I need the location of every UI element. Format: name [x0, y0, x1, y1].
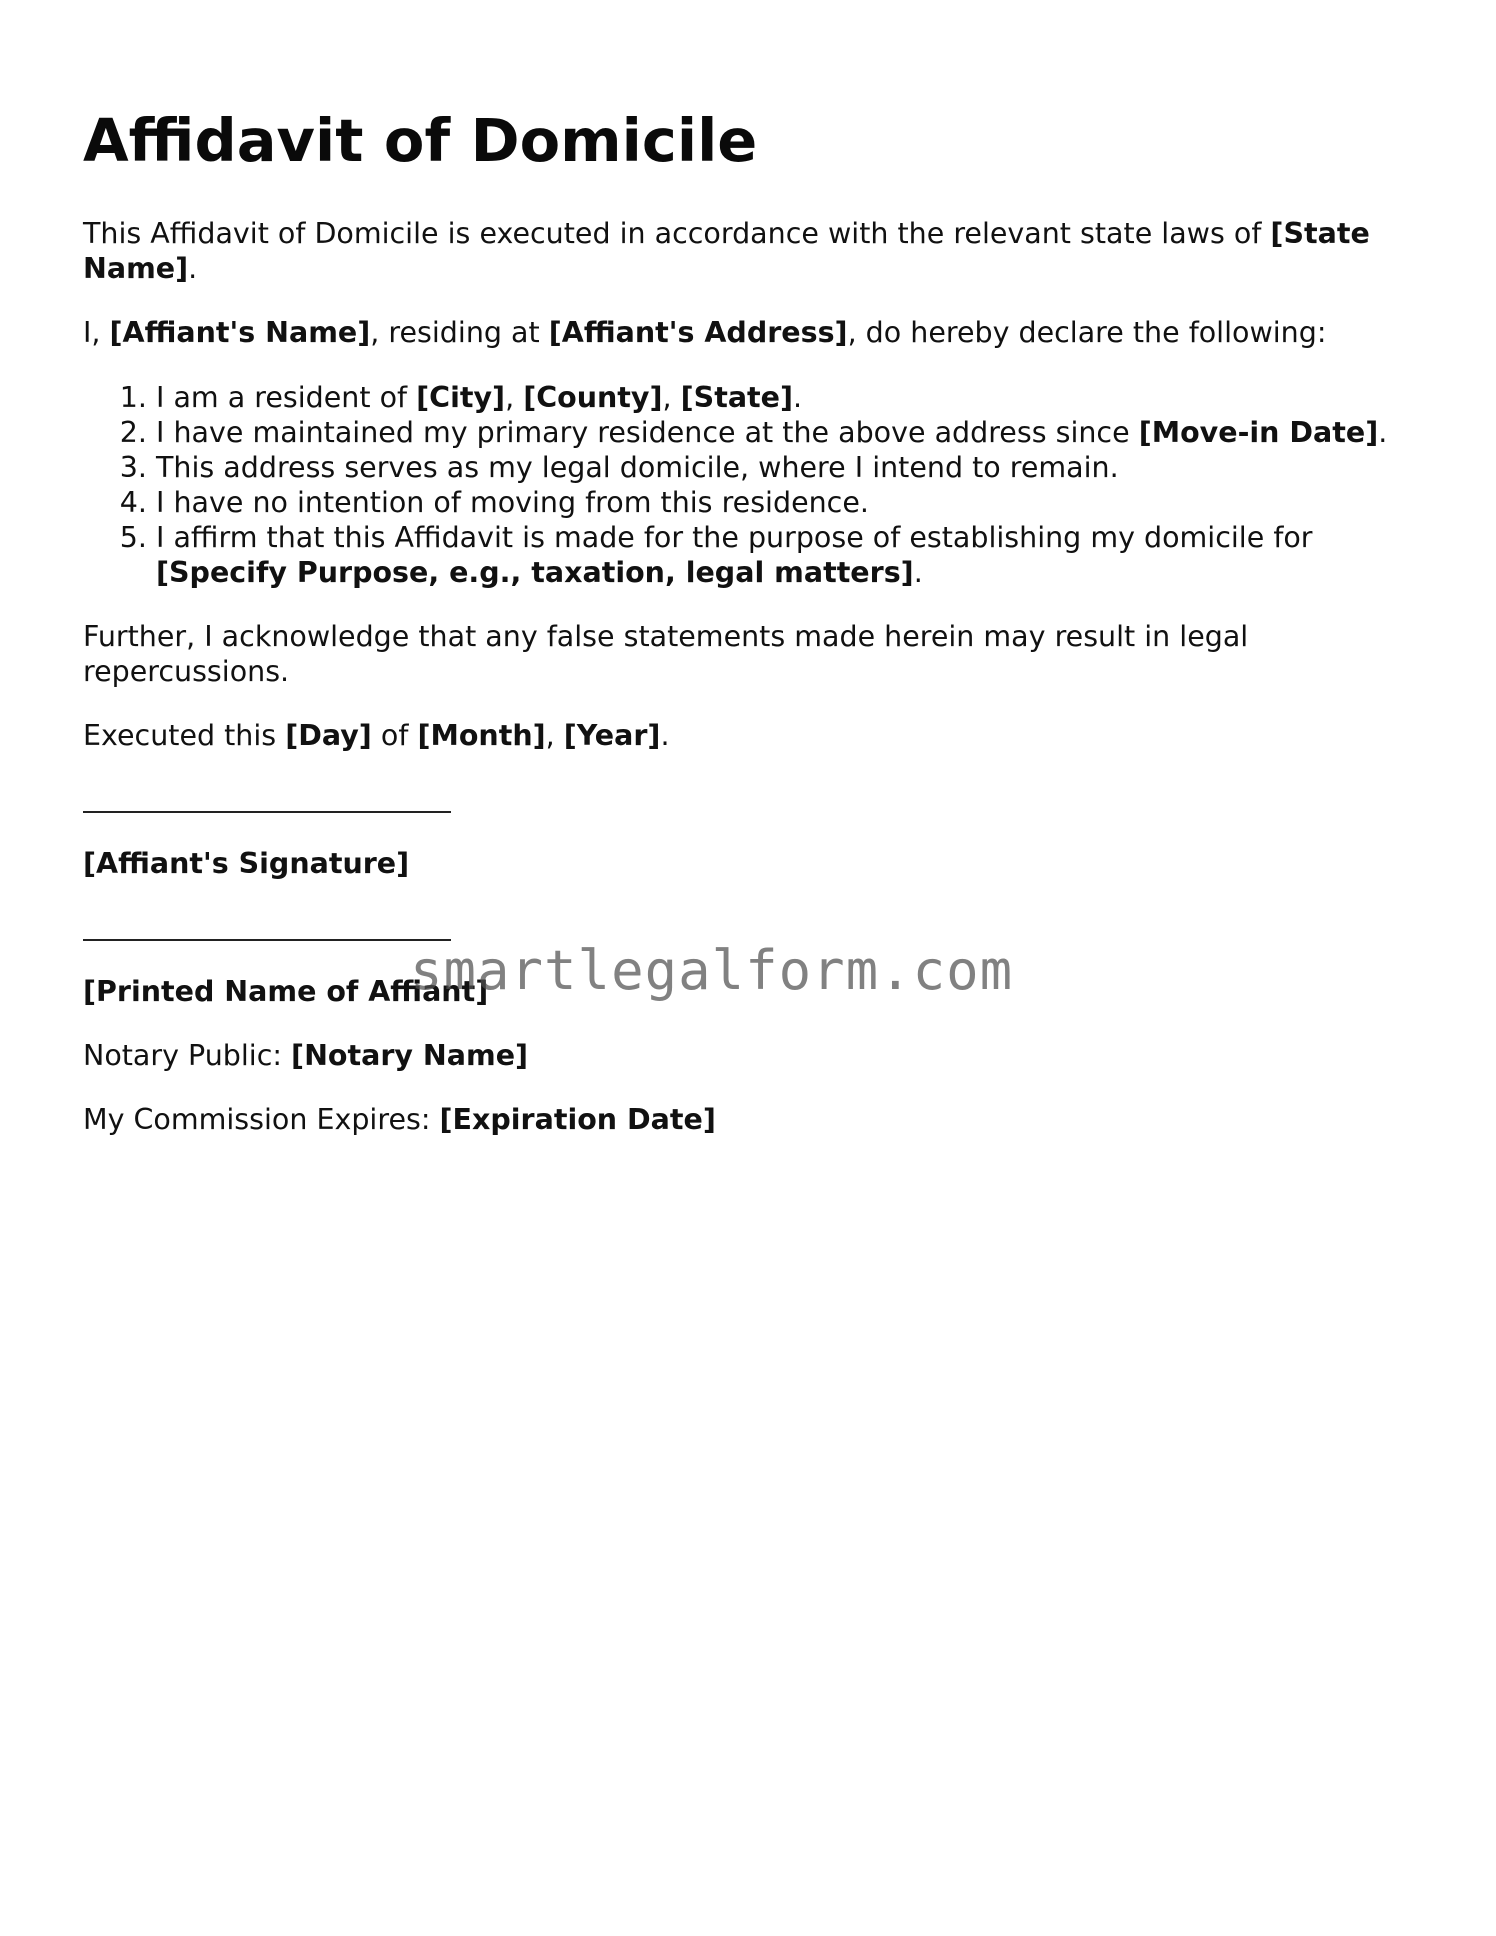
list-item: [156, 415, 1413, 450]
city-placeholder: [City]: [416, 381, 506, 414]
day-placeholder: [Day]: [285, 719, 372, 752]
separator: ,: [505, 381, 524, 414]
move-in-date-placeholder: [Move-in Date]: [1138, 416, 1379, 449]
notary-label: Notary Public:: [83, 1039, 292, 1072]
declaration-paragraph: [83, 315, 1413, 350]
month-placeholder: [Month]: [417, 719, 546, 752]
state-placeholder: [State]: [680, 381, 794, 414]
item-text: I am a resident of: [156, 381, 417, 414]
item-text: I affirm that this Affidavit is made for the purpose of establishing my domicile for: [156, 521, 1313, 554]
year-placeholder: [Year]: [563, 719, 661, 752]
acknowledgement-paragraph: Further, I acknowledge that any false statements made herein may result in legal repercussions.: [83, 620, 1249, 688]
intro-text: This Affidavit of Domicile is executed in accordance with the relevant state laws of: [83, 217, 1271, 250]
list-item: [156, 380, 1413, 415]
declaration-middle: , residing at: [370, 316, 549, 349]
purpose-placeholder: [Specify Purpose, e.g., taxation, legal matters]: [156, 556, 914, 589]
period: .: [793, 381, 803, 414]
list-item: [156, 520, 1413, 590]
executed-paragraph: [83, 718, 1413, 753]
declaration-suffix: , do hereby declare the following:: [847, 316, 1327, 349]
declaration-prefix: I,: [83, 316, 110, 349]
list-item: [156, 450, 1413, 485]
printed-name-label: [Printed Name of Affiant]: [83, 975, 489, 1008]
executed-prefix: Executed this: [83, 719, 286, 752]
commission-label: My Commission Expires:: [83, 1103, 440, 1136]
intro-period: .: [188, 252, 198, 285]
period: .: [913, 556, 923, 589]
intro-paragraph: [83, 216, 1413, 286]
watermark: smartlegalform.com: [410, 939, 1014, 1002]
county-placeholder: [County]: [523, 381, 663, 414]
notary-name-placeholder: [Notary Name]: [291, 1039, 529, 1072]
executed-period: .: [660, 719, 670, 752]
affiant-signature-label: [Affiant's Signature]: [83, 847, 410, 880]
signature-line: [83, 782, 451, 817]
period: .: [1378, 416, 1388, 449]
state-name-placeholder: [State Name]: [83, 217, 1370, 285]
executed-of: of: [371, 719, 418, 752]
affiant-name-placeholder: [Affiant's Name]: [109, 316, 371, 349]
expiration-date-placeholder: [Expiration Date]: [439, 1103, 716, 1136]
notary-paragraph: [83, 1038, 1413, 1073]
declaration-list: [83, 380, 1413, 590]
page-title: Affidavit of Domicile: [83, 106, 758, 175]
separator: ,: [662, 381, 681, 414]
item-text: This address serves as my legal domicile, where I intend to remain.: [156, 451, 1119, 484]
item-text: I have maintained my primary residence at the above address since: [156, 416, 1139, 449]
printed-name-line: [83, 910, 451, 945]
item-text: I have no intention of moving from this residence.: [156, 486, 869, 519]
commission-paragraph: [83, 1102, 1413, 1137]
affiant-address-placeholder: [Affiant's Address]: [548, 316, 848, 349]
executed-comma: ,: [545, 719, 564, 752]
list-item: [156, 485, 1413, 520]
